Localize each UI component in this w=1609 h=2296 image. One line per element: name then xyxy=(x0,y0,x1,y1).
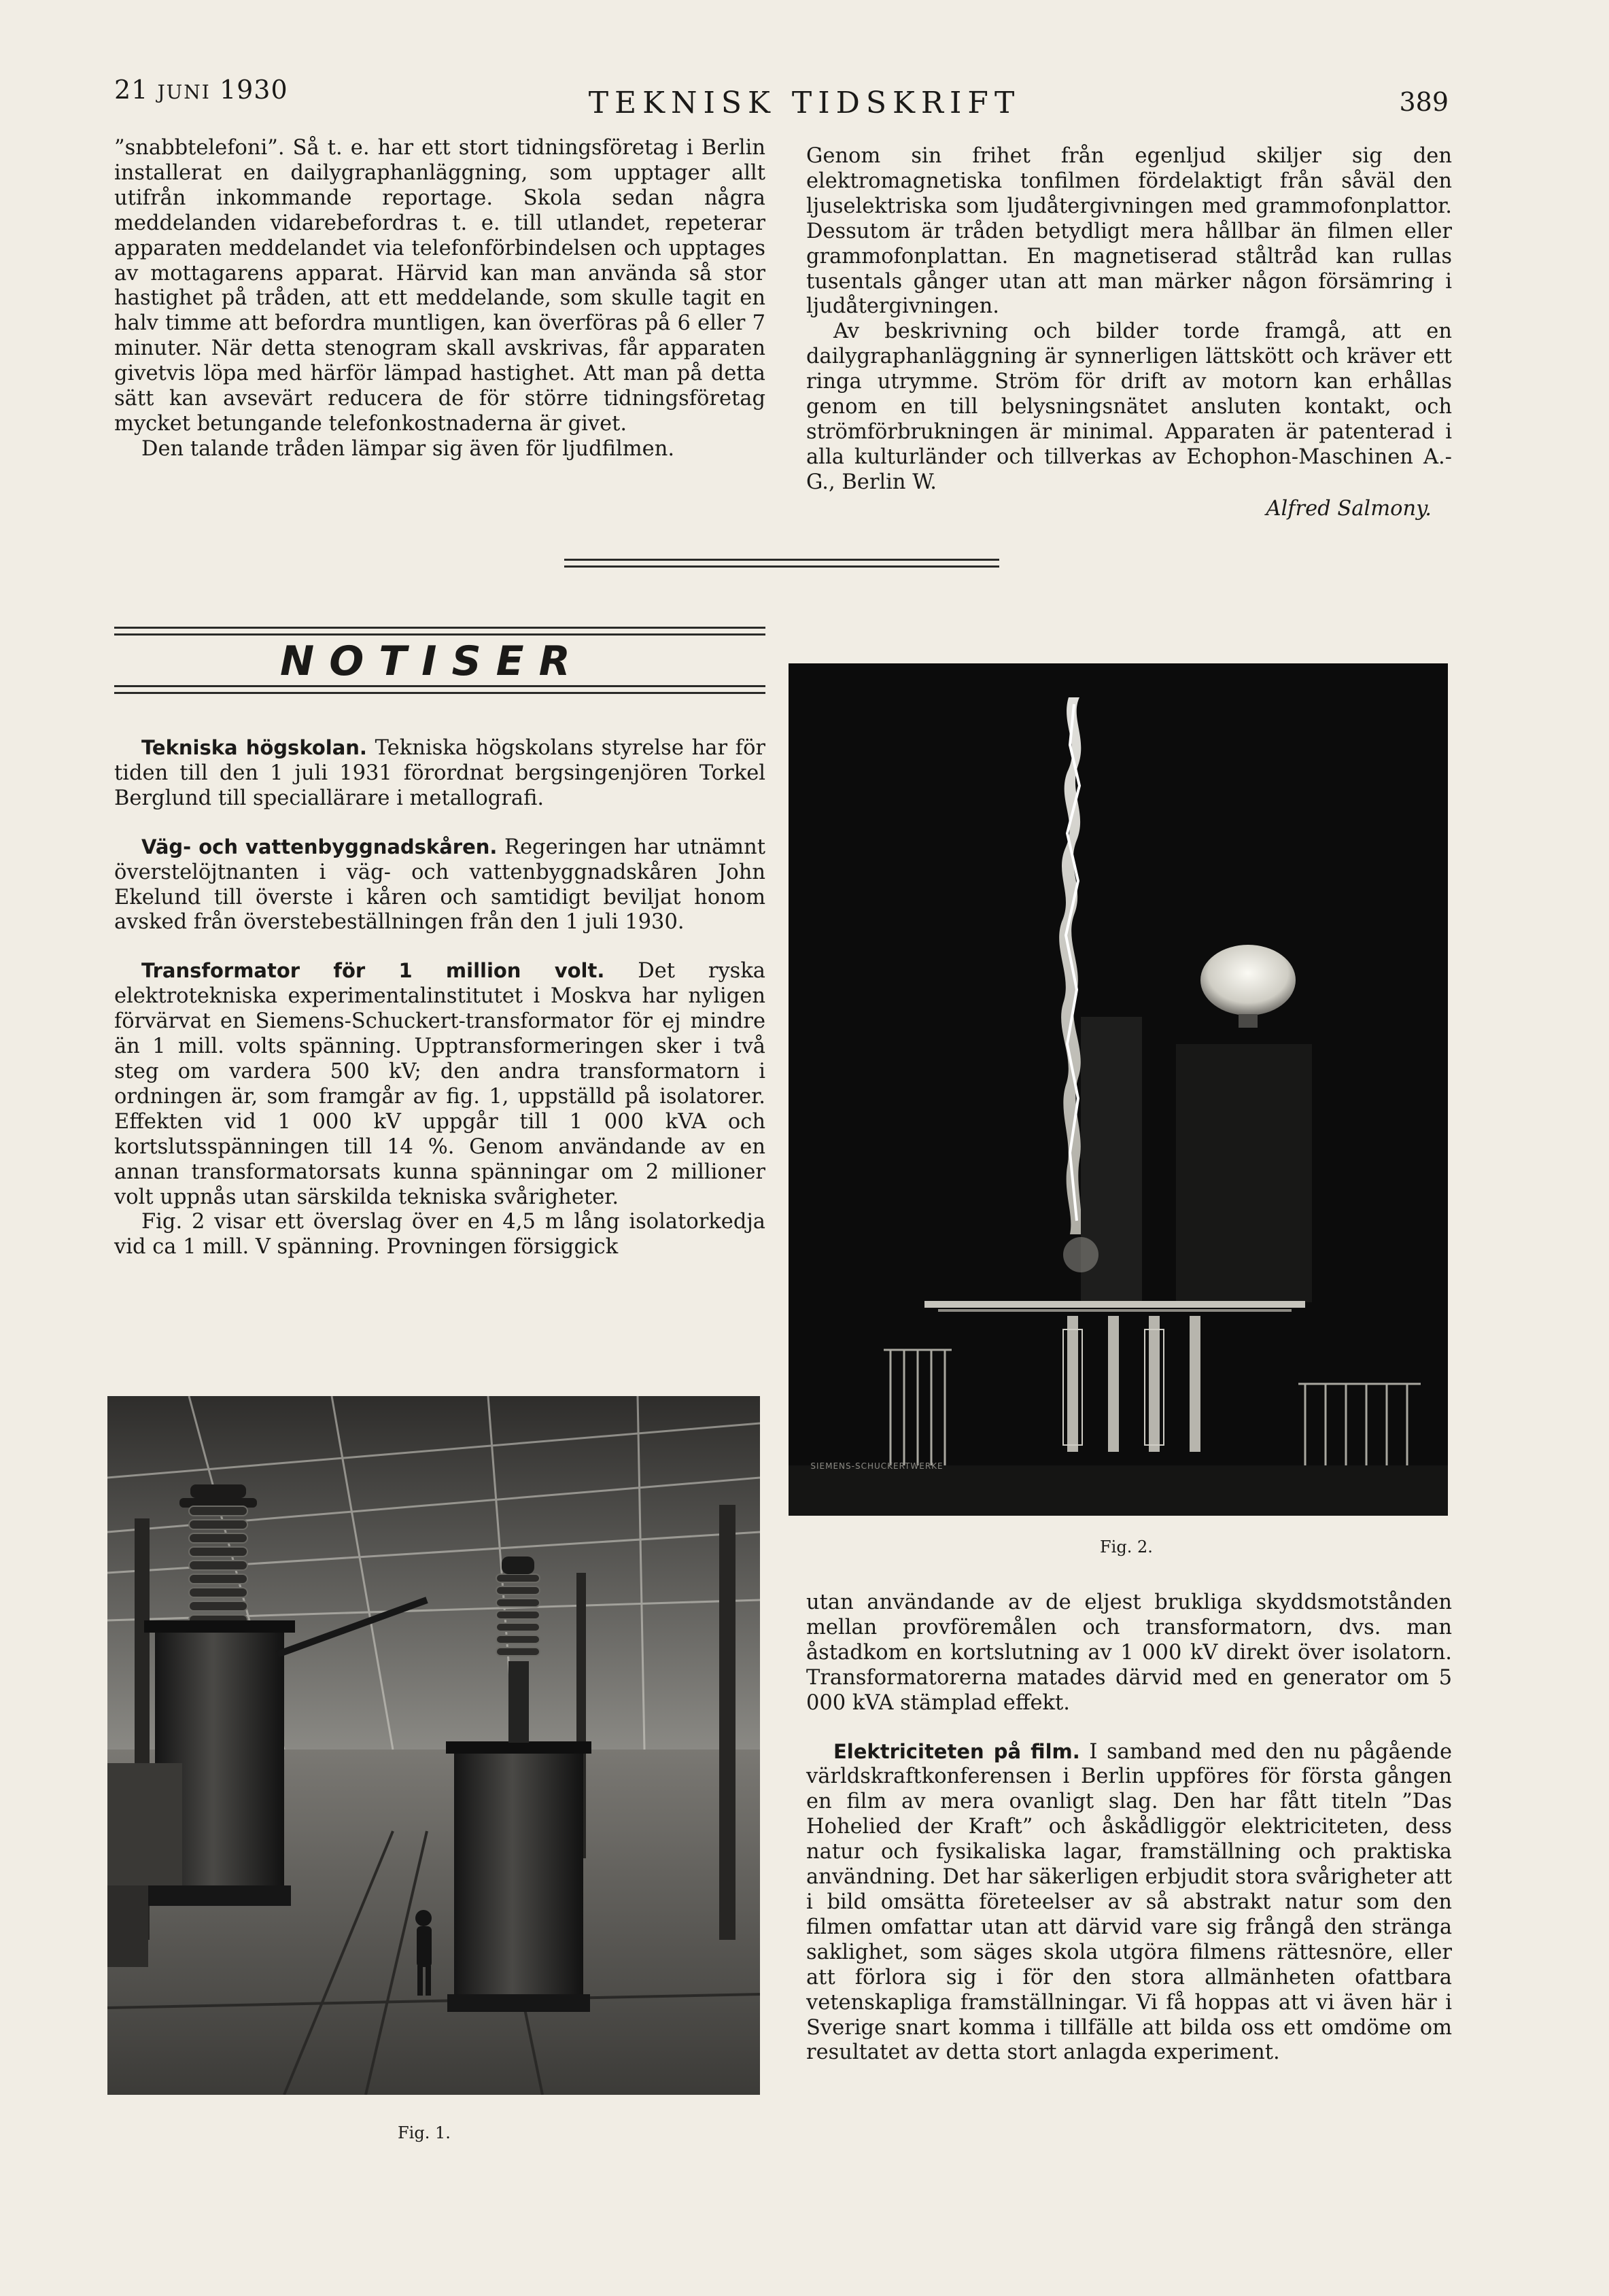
notice-continued-text: utan användande av de eljest brukliga skyddsmotstånden mellan provföremålen och transformatorn, dvs. man åstadkom en kortslutning av 1 000 kV direkt över isolatorn. Transformatorerna matades därvid med en generator om 5 000 kVA stämplad effekt. xyxy=(806,1590,1452,1715)
notice-heading: Elektriciteten på film. xyxy=(833,1739,1080,1763)
flashover-illustration xyxy=(789,663,1448,1516)
notice-heading: Tekniska högskolan. xyxy=(141,736,367,759)
notice-text: Regeringen har utnämnt överstelöjtnanten i väg- och vattenbyggnadskåren John Ekelund till överste i kåren och samtidigt beviljat honom avsked från överstebeställningen från den 1 juli 1930. xyxy=(114,835,765,935)
notices-left-column xyxy=(114,735,765,1260)
figure-2-photo xyxy=(789,663,1448,1516)
section-rule xyxy=(114,692,765,694)
section-title: NOTISER xyxy=(280,638,585,685)
notice-heading: Transformator för 1 million volt. xyxy=(141,959,605,983)
header-date-day: 21 xyxy=(114,75,149,105)
left-top-column xyxy=(114,136,765,462)
article-end-rule xyxy=(564,559,999,561)
notice-text: Det ryska elektrotekniska experimentalinstitutet i Moskva har nyligen förvärvat en Siemens-Schuckert-transformator för ej mindre än 1 mill. volts spänning. Upptransformeringen sker i två steg om vardera 500 kV; den andra transformatorn i ordningen är, som framgår av fig. 1, uppställd på isolatorer. Effekten vid 1 000 kV uppgår till 1 000 kVA och kortslutsspänningen till 14 %. Genom användande av en annan transformatorsats kunna spänningar om 2 millioner volt uppnås utan särskilda tekniska svårigheter. xyxy=(114,959,765,1209)
article-paragraph: Av beskrivning och bilder torde framgå, att en dailygraphanläggning är synnerligen lättskött och kräver ett ringa utrymme. Ström för drift av motorn kan erhållas genom en till belysningsnätet ansluten kontakt, och strömförbrukningen är minimal. Apparaten är patenterad i alla kulturländer och tillverkas av Echophon-Maschinen A.-G., Berlin W. xyxy=(806,319,1452,494)
figure-2-plate-text: SIEMENS-SCHUCKERTWERKE xyxy=(810,1461,944,1471)
notices-right-column xyxy=(806,1590,1452,2066)
section-rule xyxy=(114,627,765,629)
notice-heading: Väg- och vattenbyggnadskåren. xyxy=(141,835,498,858)
header-date-year: 1930 xyxy=(219,75,288,105)
notice-tekniska-hogskolan xyxy=(114,735,765,812)
notice-fig2-text: Fig. 2 visar ett överslag över en 4,5 m lång isolatorkedja vid ca 1 mill. V spänning. Provningen försiggick xyxy=(114,1210,765,1259)
page-number: 389 xyxy=(1399,87,1449,117)
notice-text: Tekniska högskolans styrelse har för tiden till den 1 juli 1931 förordnat bergsingenjören Torkel Berglund till speciallärare i metallografi. xyxy=(114,736,766,810)
author-signature: Alfred Salmony. xyxy=(1266,496,1432,521)
figure-1-photo xyxy=(107,1396,760,2095)
header-date-month: JUNI xyxy=(157,81,211,103)
journal-title: TEKNISK TIDSKRIFT xyxy=(588,86,1021,120)
figure-2-caption: Fig. 2. xyxy=(1100,1537,1153,1556)
section-rule xyxy=(114,633,765,636)
figure-1-caption: Fig. 1. xyxy=(398,2123,451,2142)
right-top-column xyxy=(806,144,1452,522)
article-paragraph: ”snabbtelefoni”. Så t. e. har ett stort tidningsföretag i Berlin installerat en dailygraphanläggning, som upptager allt utifrån inkommande reportage. Skola sedan några meddelanden vidarebefordras t. e. till utlandet, repeterar apparaten meddelandet via telefonförbindelsen och upptages av mottagarens apparat. Härvid kan man använda så stor hastighet på tråden, att ett meddelande, som skulle tagit en halv timme att befordra muntligen, kan överföras på 6 eller 7 minuter. När detta stenogram skall avskrivas, får apparaten givetvis löpa med härför lämpad hastighet. Att man på detta sätt kan avsevärt reducera de för större tidningsföretag mycket betungande telefonkostnaderna är givet. xyxy=(114,136,765,436)
article-paragraph: Den talande tråden lämpar sig även för ljudfilmen. xyxy=(141,436,675,461)
article-paragraph: Genom sin frihet från egenljud skiljer sig den elektromagnetiska tonfilmen fördelaktigt från såväl den ljuselektriska som ljudåtergivningen med grammofonplattor. Dessutom är tråden betydligt mera hållbar än filmen eller grammofonplattan. En magnetiserad ståltråd kan rullas tusentals gånger utan att man märker någon försämring i ljudåtergivningen. xyxy=(806,144,1452,319)
article-end-rule xyxy=(564,566,999,568)
notice-text: I samband med den nu pågående världskraftkonferensen i Berlin uppföres för första gången en film av mera ovanligt slag. Den har fått titeln ”Das Hohelied der Kraft” och åskådliggör elektriciteten, dess natur och fysikaliska lagar, framställning och praktiska användning. Det har säkerligen erbjudit stora svårigheter att i bild omsätta företeelser av så abstrakt natur som den filmen omfattar utan att därvid vare sig frångå den stränga saklighet, som säges skola utgöra filmens rättesnöre, eller att förlora sig i för den stora allmänheten ofattbara vetenskapliga framställningar. Vi få hoppas att vi även här i Sverige snart komma i tillfälle att bilda oss ett omdöme om resultatet av detta stort anlagda experiment. xyxy=(806,1739,1452,2065)
notice-elektriciteten-pa-film xyxy=(806,1739,1452,2066)
notice-vag-och-vatten xyxy=(114,835,765,936)
transformer-hall-illustration xyxy=(107,1396,760,2095)
notice-transformator xyxy=(114,958,765,1210)
section-rule xyxy=(114,685,765,687)
